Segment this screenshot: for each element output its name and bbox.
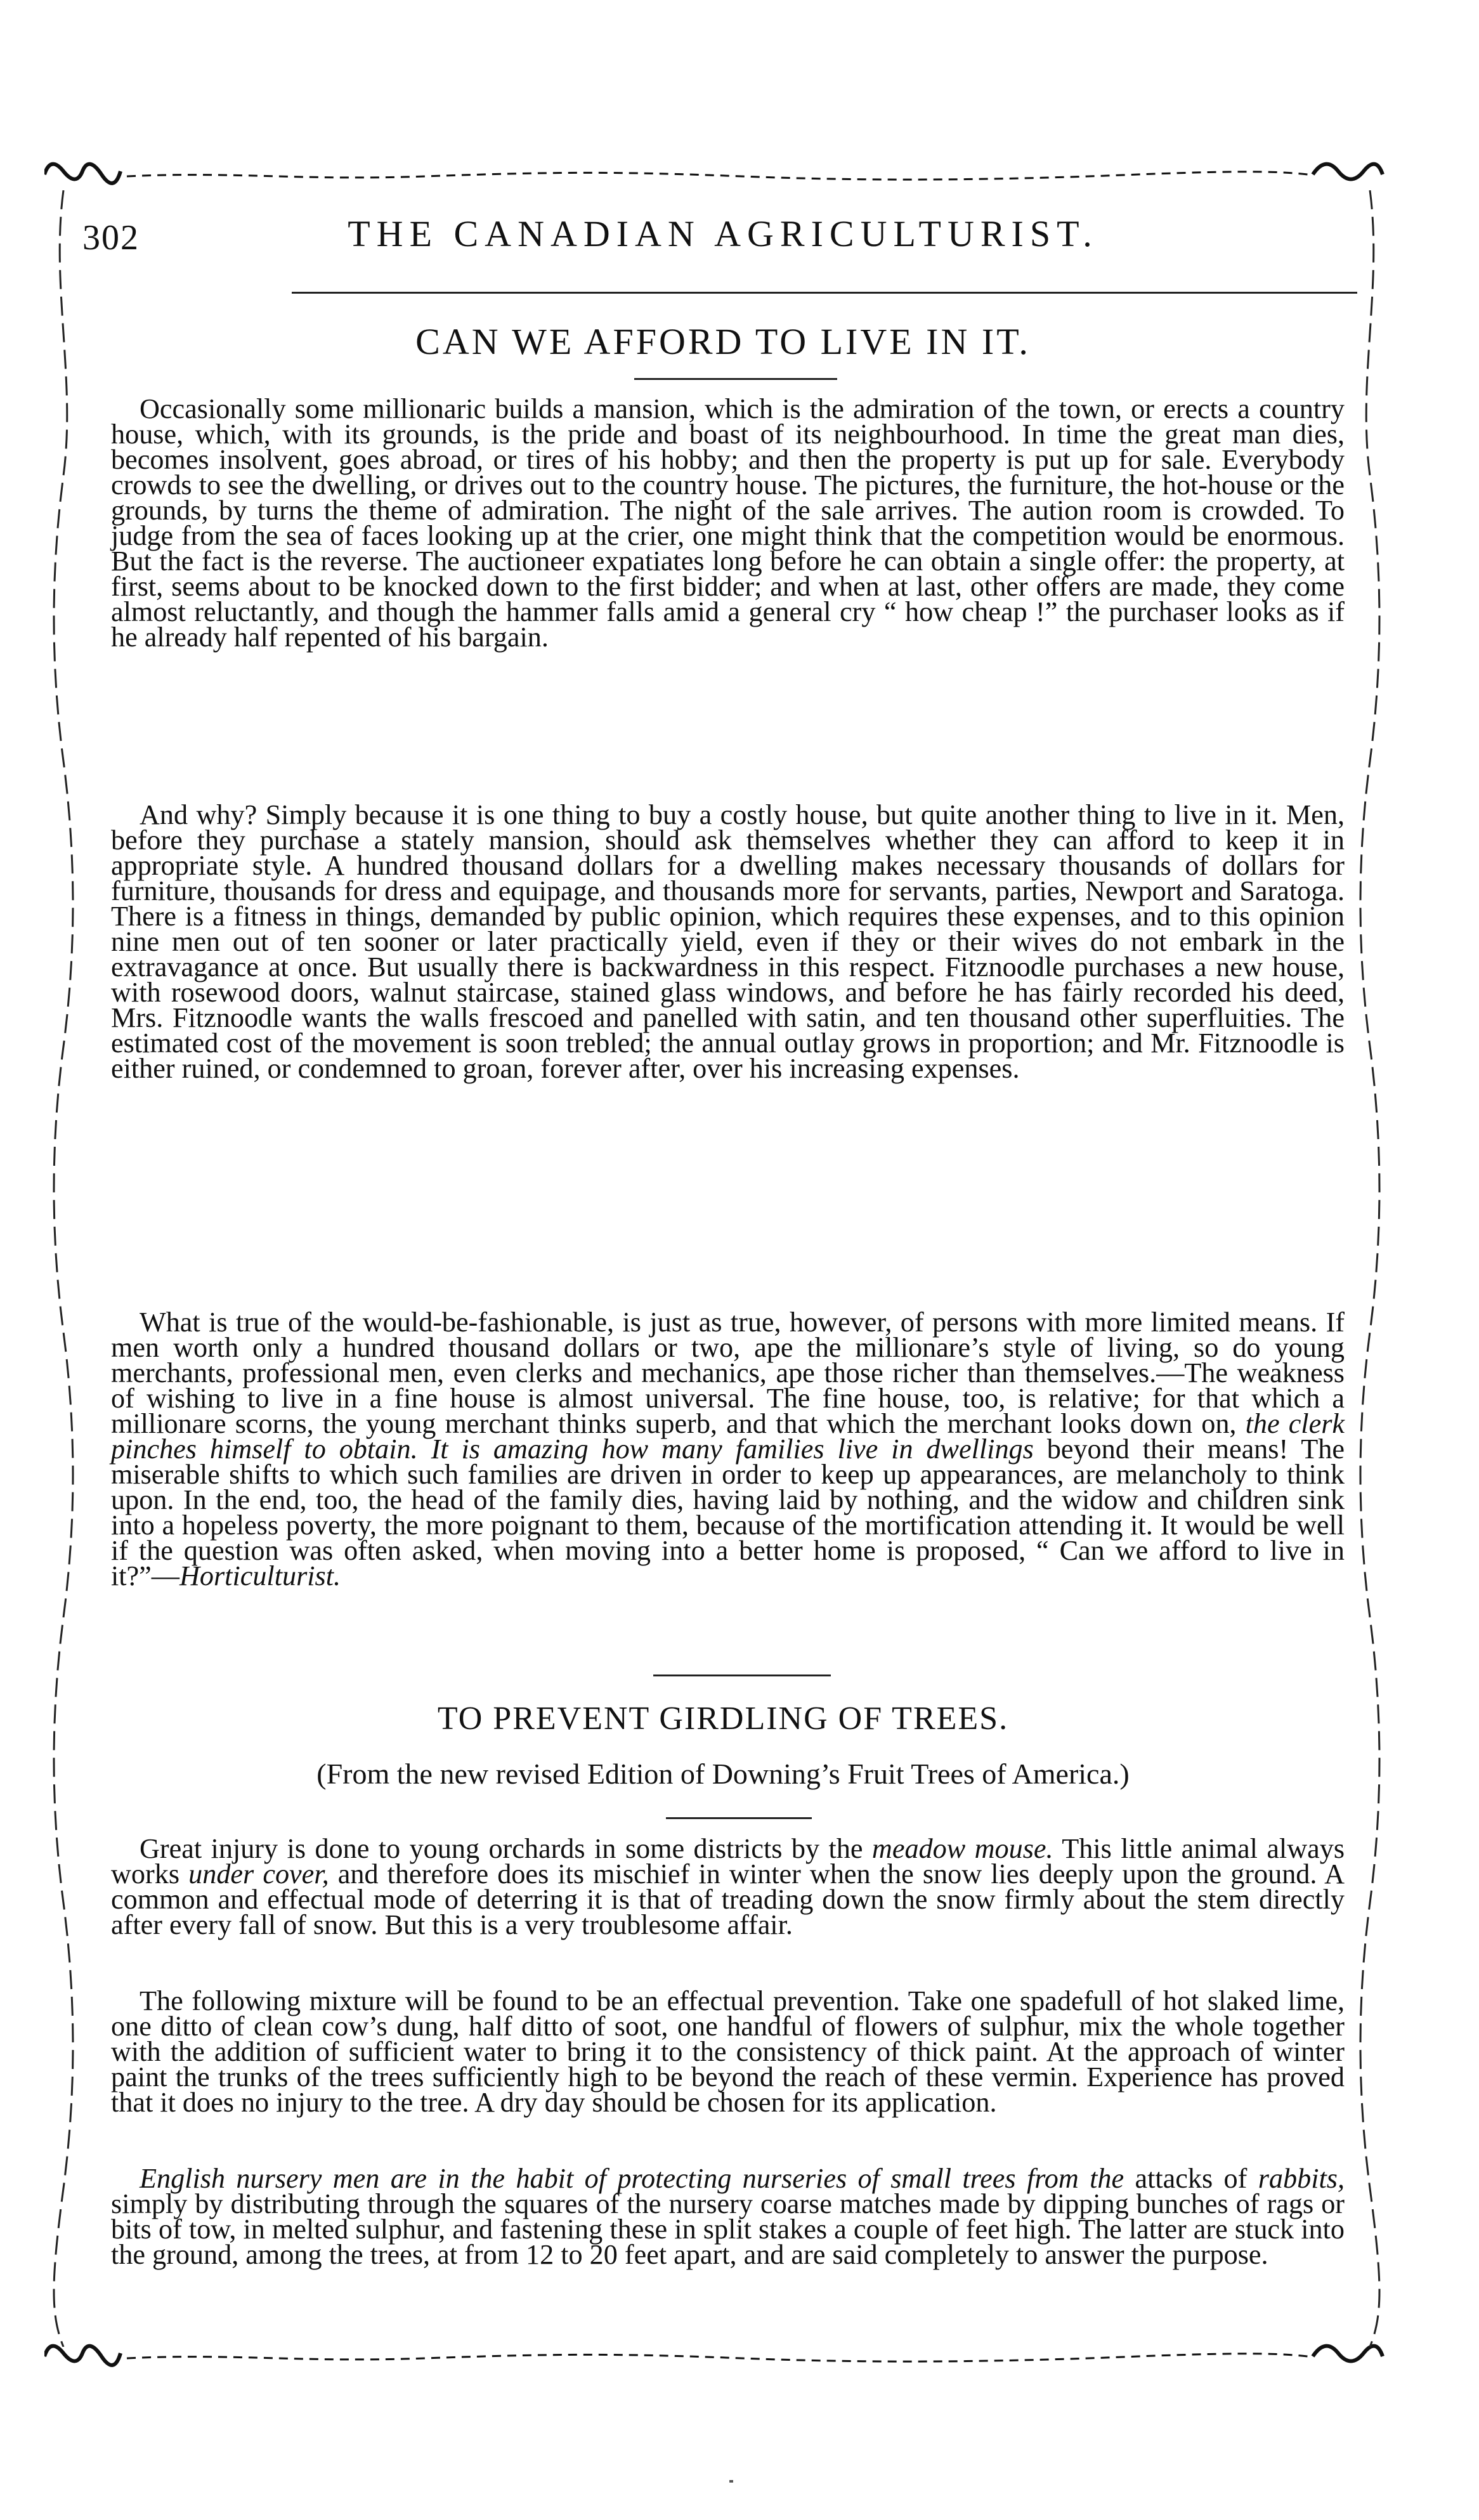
paragraph-text: Great injury is done to young orchards in some districts by the [140,1833,863,1864]
page-speck [729,2480,733,2483]
ornamental-border-right [1351,190,1389,2347]
title-rule [634,378,837,380]
article-paragraph: Occasionally some millionaric builds a mansion, which is the admiration of the town, or erects a country house, which, with its grounds, is the pride and boast of its neighbourhood. In time the great man dies, becomes insolvent, goes abroad, or tires of his hobby; and then the property is put up for sale. Everybody crowds to see the dwelling, or drives out to the country house. The pictures, the furniture, the hot-house or the grounds, by turns the theme of admiration. The night of the sale arrives. The aution room is crowded. To judge from the sea of faces looking up at the crier, one might think that the competition would be enormous. But the fact is the reverse. The auctioneer expatiates long before he can obtain a single offer: the property, at first, seems about to be knocked down to the first bidder; and when at last, other offers are made, they come almost reluctantly, and though the hammer falls amid a general cry “ how cheap !” the purchaser looks as if he already half repented of his bargain. [111,393,1345,653]
article-paragraph [111,1307,1345,1591]
italic-text: the clerk pinches himself to obtain. It is amazing how many families live in dwellings [111,1407,1345,1465]
italic-text: rabbits, [1258,2163,1345,2194]
source-attribution: Horticulturist. [179,1560,341,1591]
paragraph-text: and therefore does its mischief in winter when the snow lies deeply upon the ground. A common and effectual mode of deterring it is that of treading down the snow firmly about the stem directly after every fall of snow. But this is a very troublesome affair. [111,1858,1345,1940]
italic-text: meadow mouse. [871,1833,1053,1864]
article-title: CAN WE AFFORD TO LIVE IN IT. [415,321,1031,362]
article-paragraph [111,1833,1345,1940]
article-paragraph [111,2163,1345,2270]
article-title: TO PREVENT GIRDLING OF TREES. [437,1701,1009,1737]
paragraph-text: simply by distributing through the squares of the nursery coarse matches made by dipping bunches of rags or bits of tow, in melted sulphur, and fastening these in split stakes a couple of feet high. The latter are stuck into the ground, among the trees, at from 12 to 20 feet apart, and are said completely to answer the purpose. [111,2188,1345,2270]
page-number: 302 [82,218,140,258]
italic-text: English nursery men are in the habit of protecting nurseries of small trees from the [140,2163,1124,2194]
title-rule [666,1817,812,1819]
paragraph-text: beyond their means! The miserable shifts to which such families are driven in order to keep up appearances, are melancholy to think upon. In the end, too, the head of the family dies, having laid by nothing, and the widow and children sink into a hopeless poverty, the more poignant to them, because of the mortification attending it. It would be well if the question was often asked, when moving into a better home is proposed, “ Can we afford to live in it?”— [111,1433,1345,1591]
ornamental-border-left [44,190,82,2347]
article-paragraph: The following mixture will be found to be an effectual prevention. Take one spadefull of hot slaked lime, one ditto of clean cow’s dung, half ditto of soot, one handful of flowers of sulphur, mix the whole together with the addition of sufficient water to bring it to the consistency of thick paint. At the approach of winter paint the trunks of the trees sufficiently high to be beyond the reach of these vermin. Experience has proved that it does no injury to the tree. A dry day should be chosen for its application. [111,1985,1345,2118]
paragraph-text: What is true of the would-be-fashionable, is just as true, however, of persons with more limited means. If men worth only a hundred thousand dollars or two, ape the millionare’s style of living, so do young merchants, professional men, even clerks and mechanics, ape those richer than themselves.—The weakness of wishing to live in a fine house is almost universal. The fine house, too, is relative; for that which a millionare scorns, the young merchant thinks superb, and that which the merchant looks down on, [111,1307,1345,1439]
header-rule [292,292,1357,294]
ornamental-border-top [44,152,1389,197]
article-paragraph: And why? Simply because it is one thing to buy a costly house, but quite another thing to live in it. Men, before they purchase a stately mansion, should ask themselves whether they can afford to keep it in appropriate style. A hundred thousand dollars for a dwelling makes necessary thousands of dollars for furniture, thousands for dress and equipage, and thousands more for servants, parties, Newport and Saratoga. There is a fitness in things, demanded by public opinion, which requires these expenses, and to this opinion nine men out of ten sooner or later practically yield, even if they or their wives do not embark in the extravagance at once. But usually there is backwardness in this respect. Fitznoodle purchases a new house, with rosewood doors, walnut staircase, stained glass windows, and before he has fairly recorded his deed, Mrs. Fitznoodle wants the walls frescoed and panelled with satin, and ten thousand other superfluities. The estimated cost of the movement is soon trebled; the annual outlay grows in proportion; and Mr. Fitznoodle is either ruined, or condemned to groan, forever after, over his increasing expenses. [111,799,1345,1084]
section-rule [653,1675,831,1676]
ornamental-border-bottom [44,2334,1389,2379]
running-header [82,212,1364,263]
italic-text: under cover, [188,1858,329,1890]
paragraph-text: This little animal always works [111,1833,1345,1890]
running-title: THE CANADIAN AGRICULTURIST. [348,213,1098,254]
paragraph-text: attacks of [1135,2163,1248,2194]
article-subtitle: (From the new revised Edition of Downing’s Fruit Trees of America.) [316,1758,1130,1790]
